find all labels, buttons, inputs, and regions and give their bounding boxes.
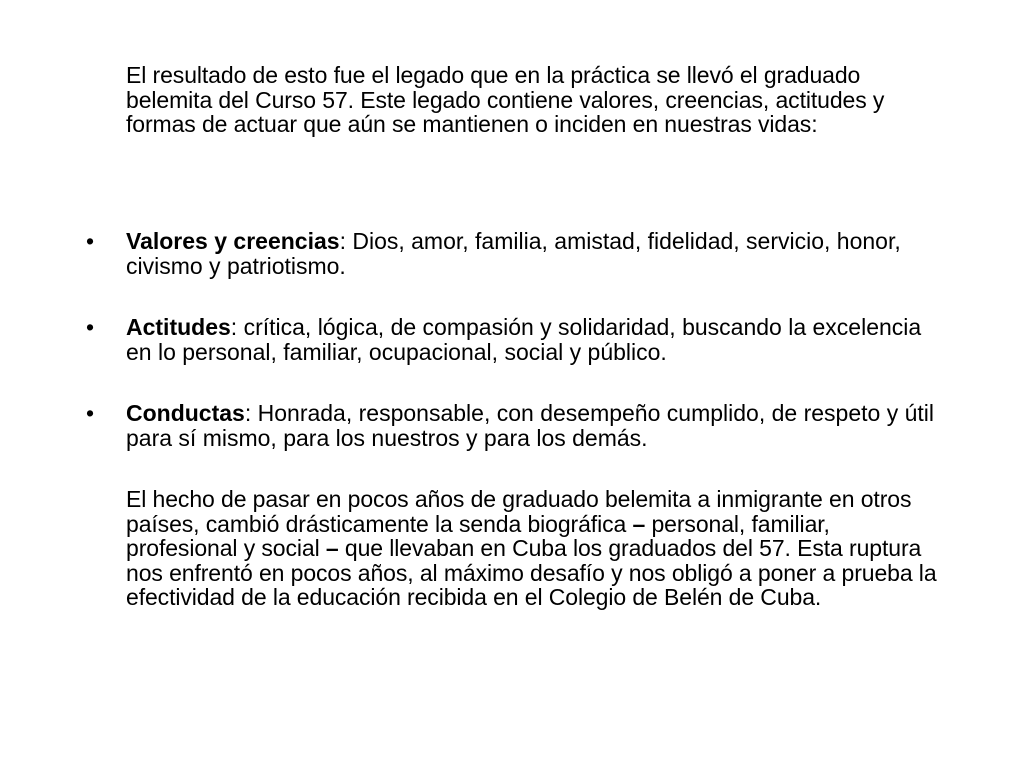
bullet-text — [126, 229, 946, 278]
bullet-marker: • — [86, 228, 95, 254]
bullet-description: : Dios, amor, familia, amistad, fidelidad, servicio, honor, civismo y patriotismo. — [126, 228, 901, 279]
bullet-text — [126, 315, 946, 364]
bullet-marker: • — [86, 400, 95, 426]
bullet-description: : crítica, lógica, de compasión y solidaridad, buscando la excelencia en lo personal, familiar, ocupacional, social y público. — [126, 314, 922, 365]
bullet-description: : Honrada, responsable, con desempeño cumplido, de respeto y útil para sí mismo, para los nuestros y para los demás. — [126, 400, 934, 451]
outro-part-1: El hecho de pasar en pocos años de graduado belemita a inmigrante en otros países, cambió drásticamente la senda biográfica — [126, 486, 912, 537]
outro-paragraph — [126, 487, 946, 610]
bullet-text — [126, 401, 946, 450]
outro-part-2: personal, familiar, profesional y social — [126, 510, 830, 561]
outro-part-3: que llevaban en Cuba los graduados del 57. Esta ruptura nos enfrentó en pocos años, al máximo desafío y nos obligó a poner a prueba la efectividad de la educación recibida en el Colegio de Belén de Cuba. — [126, 535, 937, 610]
bullet-term: Actitudes — [126, 314, 231, 340]
bullet-marker: • — [86, 314, 95, 340]
intro-paragraph: El resultado de esto fue el legado que en la práctica se llevó el graduado belemita del Curso 57. Este legado contiene valores, creencias, actitudes y formas de actuar que aún se mantienen o inciden en nuestras vidas: — [126, 62, 885, 137]
bullet-term: Valores y creencias — [126, 228, 340, 254]
bullet-term: Conductas — [126, 400, 245, 426]
outro-dash-2: – — [325, 535, 339, 561]
outro-dash-1: – — [632, 510, 646, 537]
